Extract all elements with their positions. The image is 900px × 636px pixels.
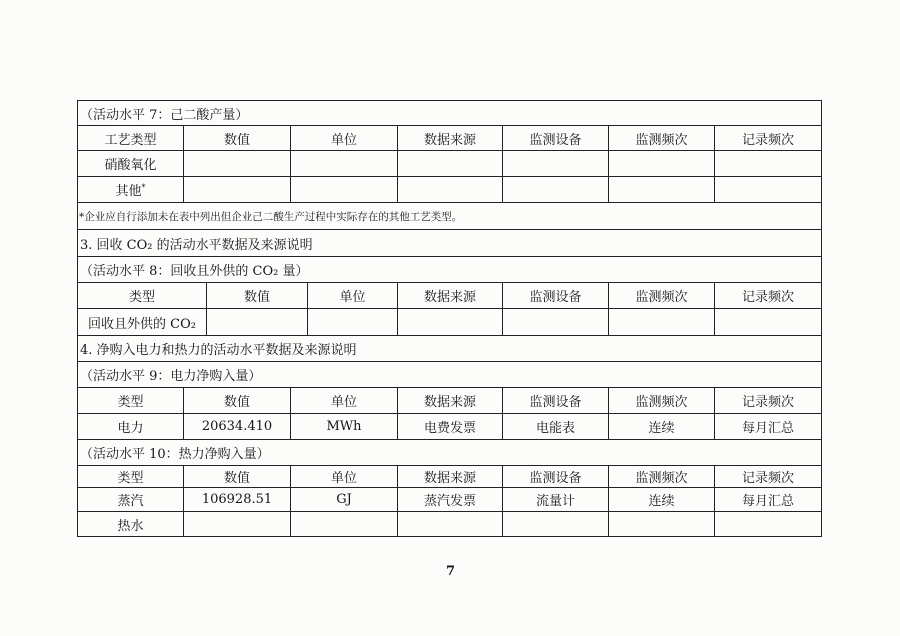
activity9-title: （活动水平 9：电力净购入量） [80, 369, 262, 384]
unit-cell [291, 177, 398, 202]
row-label: 硝酸氧化 [78, 151, 184, 176]
device-cell [503, 309, 609, 335]
section4-heading: 4. 净购入电力和热力的活动水平数据及来源说明 [80, 343, 357, 358]
value-cell [207, 309, 308, 335]
monitor-frequency-cell [609, 177, 715, 202]
header-data-source: 数据来源 [398, 466, 503, 487]
row-label: 回收且外供的 CO₂ [78, 309, 207, 335]
activity7-header-row [78, 126, 821, 151]
activity8-title: （活动水平 8：回收且外供的 CO₂ 量） [80, 264, 309, 279]
device-cell: 电能表 [503, 414, 609, 439]
header-unit: 单位 [291, 126, 398, 150]
activity7-row-other [78, 177, 821, 203]
header-data-source: 数据来源 [398, 283, 503, 308]
value-cell [184, 177, 291, 202]
header-process-type: 工艺类型 [78, 126, 184, 150]
header-value: 数值 [207, 283, 308, 308]
row-label: 电力 [78, 414, 184, 439]
source-cell [398, 177, 503, 202]
unit-cell [291, 512, 398, 536]
header-unit: 单位 [291, 388, 398, 413]
source-cell: 电费发票 [398, 414, 503, 439]
header-value: 数值 [184, 388, 291, 413]
record-frequency-cell [715, 512, 821, 536]
header-monitoring-device: 监测设备 [503, 283, 609, 308]
header-recording-frequency: 记录频次 [741, 290, 794, 305]
activity9-row-electricity [78, 414, 821, 440]
activity8-title-row [78, 257, 821, 283]
unit-cell [291, 151, 398, 176]
header-monitoring-device: 监测设备 [503, 466, 609, 487]
activity10-title: （活动水平 10：热力净购入量） [80, 447, 270, 462]
device-cell: 流量计 [503, 488, 609, 511]
activity7-footnote-row [78, 203, 821, 230]
activity10-title-row [78, 440, 821, 466]
monitor-frequency-cell: 连续 [609, 414, 715, 439]
section4-heading-row [78, 336, 821, 362]
device-cell [503, 177, 609, 202]
header-recording-frequency: 记录频次 [741, 471, 794, 486]
value-cell: 20634.410 [184, 414, 291, 439]
activity-data-table [77, 100, 822, 537]
source-cell [398, 512, 503, 536]
header-monitoring-device: 监测设备 [503, 126, 609, 150]
activity7-title-row [78, 101, 821, 126]
monitor-frequency-cell [609, 151, 715, 176]
unit-cell [308, 309, 398, 335]
record-frequency-cell: 每月汇总 [741, 421, 794, 436]
activity7-title: （活动水平 7：己二酸产量） [80, 107, 249, 123]
page-number: 7 [446, 564, 456, 579]
activity10-row-hot-water [78, 512, 821, 536]
header-value: 数值 [184, 126, 291, 150]
activity9-title-row [78, 362, 821, 388]
header-recording-frequency: 记录频次 [741, 395, 794, 410]
header-value: 数值 [184, 466, 291, 487]
device-cell [503, 512, 609, 536]
section3-heading: 3. 回收 CO₂ 的活动水平数据及来源说明 [80, 237, 313, 253]
record-frequency-cell [715, 309, 821, 335]
footnote-marker: * [141, 183, 146, 192]
source-cell: 蒸汽发票 [398, 488, 503, 511]
monitor-frequency-cell: 连续 [609, 488, 715, 511]
monitor-frequency-cell [609, 309, 715, 335]
row-label: 热水 [78, 512, 184, 536]
record-frequency-cell: 每月汇总 [741, 494, 794, 509]
row-label-cell [78, 177, 184, 202]
header-monitoring-frequency: 监测频次 [609, 466, 715, 487]
activity7-footnote: *企业应自行添加未在表中列出但企业己二酸生产过程中实际存在的其他工艺类型。 [79, 210, 463, 223]
row-label: 蒸汽 [78, 488, 184, 511]
header-monitoring-frequency: 监测频次 [609, 283, 715, 308]
header-recording-frequency: 记录频次 [741, 132, 794, 148]
unit-cell: GJ [291, 488, 398, 511]
header-unit: 单位 [308, 283, 398, 308]
section3-heading-row [78, 230, 821, 257]
activity10-header-row [78, 466, 821, 488]
source-cell [398, 151, 503, 176]
header-monitoring-frequency: 监测频次 [609, 126, 715, 150]
header-unit: 单位 [291, 466, 398, 487]
row-label: 其他 [115, 184, 142, 199]
activity7-row-nitric-oxidation [78, 151, 821, 177]
header-data-source: 数据来源 [398, 388, 503, 413]
activity9-header-row [78, 388, 821, 414]
header-monitoring-frequency: 监测频次 [609, 388, 715, 413]
unit-cell: MWh [291, 414, 398, 439]
header-type: 类型 [78, 466, 184, 487]
activity8-header-row [78, 283, 821, 309]
monitor-frequency-cell [609, 512, 715, 536]
activity8-row-recovered-co2 [78, 309, 821, 336]
activity10-row-steam [78, 488, 821, 512]
value-cell [184, 512, 291, 536]
value-cell [184, 151, 291, 176]
value-cell: 106928.51 [184, 488, 291, 511]
record-frequency-cell [715, 151, 821, 176]
header-type: 类型 [78, 388, 184, 413]
header-data-source: 数据来源 [398, 126, 503, 150]
record-frequency-cell [715, 177, 821, 202]
header-monitoring-device: 监测设备 [503, 388, 609, 413]
device-cell [503, 151, 609, 176]
source-cell [398, 309, 503, 335]
header-type: 类型 [78, 283, 207, 308]
